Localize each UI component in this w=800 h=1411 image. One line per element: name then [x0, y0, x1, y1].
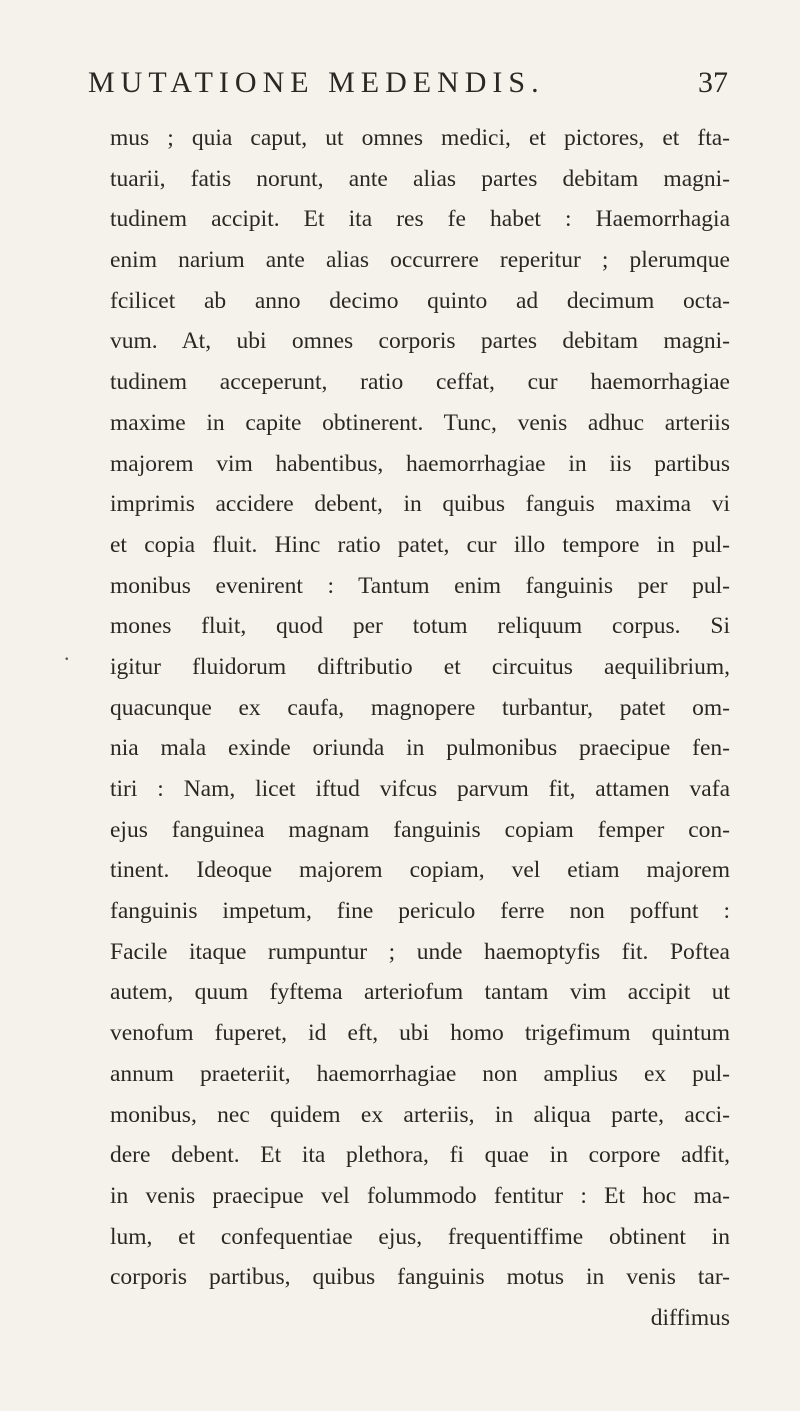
text-line: mus ; quia caput, ut omnes medici, et pictores, et fta-: [110, 125, 730, 151]
text-line: tiri : Nam, licet iftud vifcus parvum fit, attamen vafa: [110, 776, 730, 802]
text-line: tudinem acceperunt, ratio ceffat, cur haemorrhagiae: [110, 369, 730, 396]
text-line: Facile itaque rumpuntur ; unde haemoptyfis fit. Poftea: [110, 938, 730, 965]
text-line: quacunque ex caufa, magnopere turbantur, patet om-: [110, 694, 730, 721]
text-line: corporis partibus, quibus fanguinis motus in venis tar-: [110, 1264, 730, 1291]
text-line: annum praeteriit, haemorrhagiae non amplius ex pul-: [110, 1060, 730, 1087]
catchword: diffimus: [650, 1304, 730, 1331]
text-line: fcilicet ab anno decimo quinto ad decimum octa-: [110, 287, 730, 314]
margin-mark: .: [64, 640, 70, 665]
text-line: tuarii, fatis norunt, ante alias partes debitam magni-: [110, 165, 730, 192]
text-line: majorem vim habentibus, haemorrhagiae in iis partibus: [110, 450, 730, 477]
text-line: maxime in capite obtinerent. Tunc, venis adhuc arteriis: [110, 409, 730, 436]
text-line: ejus fanguinea magnam fanguinis copiam femper con-: [110, 816, 730, 843]
text-line: igitur fluidorum diftributio et circuitus aequilibrium,: [110, 653, 730, 680]
text-line: venofum fuperet, id eft, ubi homo trigefimum quintum: [110, 1020, 730, 1047]
text-line: mones fluit, quod per totum reliquum corpus. Si: [110, 613, 730, 640]
page-header: [88, 66, 728, 110]
text-line: nia mala exinde oriunda in pulmonibus praecipue fen-: [110, 735, 730, 762]
text-line: dere debent. Et ita plethora, fi quae in corpore adfit,: [110, 1142, 730, 1169]
page-number: 37: [698, 66, 728, 99]
text-line: vum. At, ubi omnes corporis partes debitam magni-: [110, 328, 730, 355]
text-line: in venis praecipue vel folummodo fentitur : Et hoc ma-: [110, 1182, 730, 1209]
text-line: autem, quum fyftema arteriofum tantam vim accipit ut: [110, 979, 730, 1006]
text-line: tudinem accipit. Et ita res fe habet : Haemorrhagia: [110, 206, 730, 233]
text-line: monibus, nec quidem ex arteriis, in aliqua parte, acci-: [110, 1101, 730, 1128]
text-line: et copia fluit. Hinc ratio patet, cur illo tempore in pul-: [110, 531, 730, 558]
text-line: imprimis accidere debent, in quibus fanguis maxima vi: [110, 491, 730, 518]
running-head: MUTATIONE MEDENDIS.: [88, 66, 545, 99]
text-line: monibus evenirent : Tantum enim fanguinis per pul-: [110, 572, 730, 599]
text-line: enim narium ante alias occurrere reperitur ; plerumque: [110, 247, 730, 274]
text-line: tinent. Ideoque majorem copiam, vel etiam majorem: [110, 857, 730, 884]
text-line: lum, et confequentiae ejus, frequentiffime obtinent in: [110, 1223, 730, 1250]
text-line: fanguinis impetum, fine periculo ferre non poffunt :: [110, 898, 730, 925]
body-text: [110, 118, 730, 1339]
